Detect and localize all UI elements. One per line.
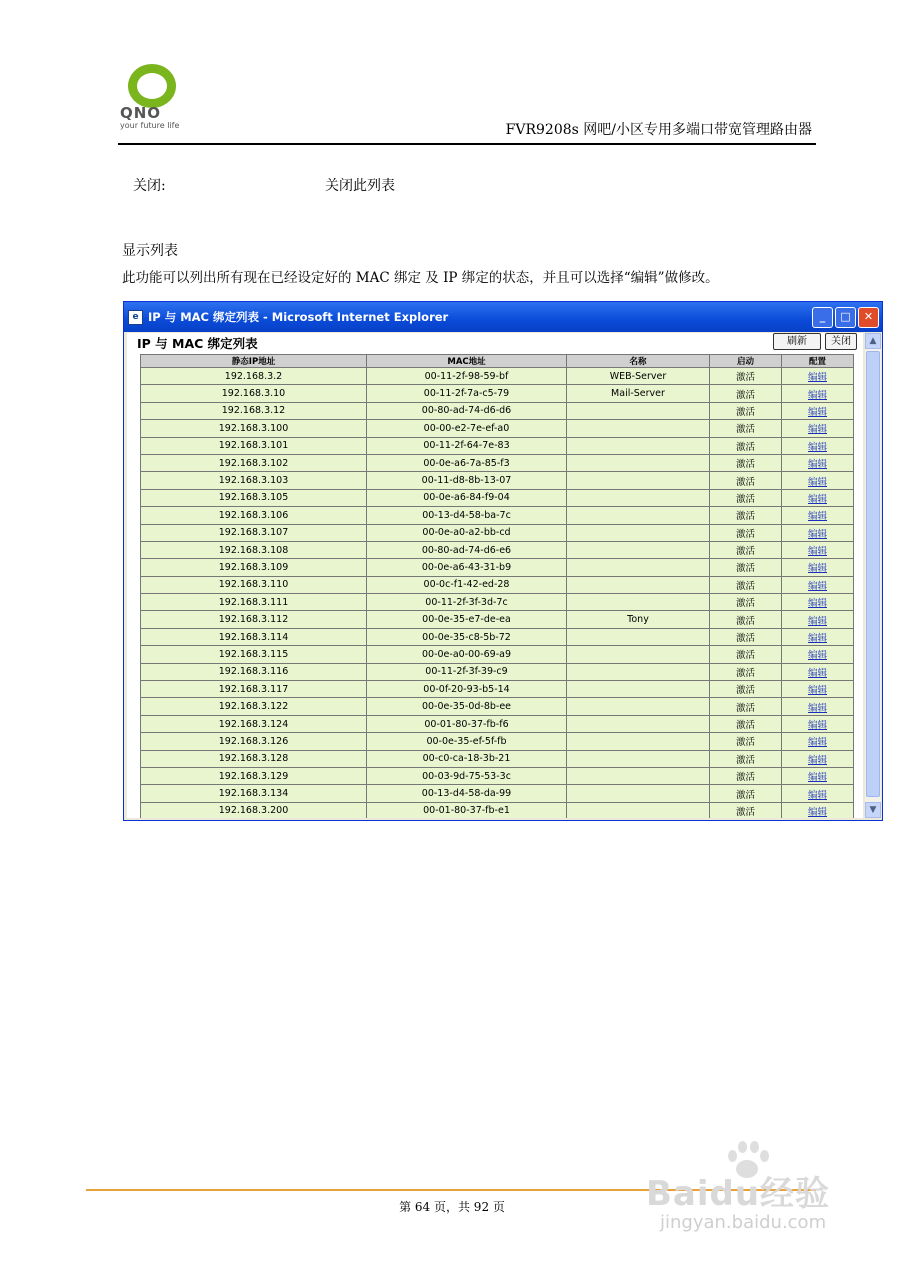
section-description: 此功能可以列出所有现在已经设定好的 MAC 绑定 及 IP 绑定的状态，并且可以选择“编辑”做修改。 [122,270,719,286]
table-row [141,768,853,784]
close-row-value: 关闭此列表 [325,178,395,194]
table-row [141,507,853,523]
edit-link[interactable]: 编辑 [782,368,853,384]
status-cell: 激活 [710,611,781,627]
mac-cell: 00-03-9d-75-53-3c [367,768,566,784]
ip-cell: 192.168.3.106 [141,507,366,523]
table-row [141,455,853,471]
mac-cell: 00-11-2f-3f-3d-7c [367,594,566,610]
name-cell [567,768,709,784]
status-cell: 激活 [710,368,781,384]
page-number: 第 64 页，共 92 页 [399,1200,505,1214]
name-cell [567,733,709,749]
table-row [141,559,853,575]
logo-mark-icon [128,64,176,108]
close-list-button[interactable]: 关闭 [825,333,857,350]
minimize-button[interactable]: _ [812,307,833,328]
name-cell [567,629,709,645]
edit-link[interactable]: 编辑 [782,559,853,575]
header-divider [118,143,816,145]
ip-cell: 192.168.3.116 [141,664,366,680]
scroll-up-arrow-icon[interactable]: ▲ [865,333,881,349]
ie-app-icon: e [128,310,143,325]
status-cell: 激活 [710,716,781,732]
name-cell [567,403,709,419]
binding-table [140,354,854,818]
table-row [141,646,853,662]
mac-cell: 00-80-ad-74-d6-d6 [367,403,566,419]
table-row [141,594,853,610]
table-row [141,681,853,697]
ip-cell: 192.168.3.102 [141,455,366,471]
column-header: MAC地址 [367,355,566,367]
edit-link[interactable]: 编辑 [782,577,853,593]
status-cell: 激活 [710,768,781,784]
scroll-thumb[interactable] [866,351,880,797]
table-row [141,785,853,801]
mac-cell: 00-0e-a6-7a-85-f3 [367,455,566,471]
mac-cell: 00-0e-35-0d-8b-ee [367,698,566,714]
name-cell [567,698,709,714]
window-controls [812,307,879,328]
name-cell [567,490,709,506]
ip-cell: 192.168.3.200 [141,803,366,818]
ip-cell: 192.168.3.126 [141,733,366,749]
name-cell [567,455,709,471]
column-header: 名称 [567,355,709,367]
edit-link[interactable]: 编辑 [782,611,853,627]
edit-link[interactable]: 编辑 [782,542,853,558]
name-cell [567,751,709,767]
name-cell: Mail-Server [567,385,709,401]
table-row [141,420,853,436]
edit-link[interactable]: 编辑 [782,698,853,714]
table-row [141,716,853,732]
ip-cell: 192.168.3.128 [141,751,366,767]
status-cell: 激活 [710,385,781,401]
mac-cell: 00-0c-f1-42-ed-28 [367,577,566,593]
mac-cell: 00-0e-a0-00-69-a9 [367,646,566,662]
mac-cell: 00-0e-a6-84-f9-04 [367,490,566,506]
table-row [141,803,853,818]
ip-cell: 192.168.3.115 [141,646,366,662]
edit-link[interactable]: 编辑 [782,438,853,454]
table-row [141,542,853,558]
table-row [141,368,853,384]
ip-cell: 192.168.3.109 [141,559,366,575]
edit-link[interactable]: 编辑 [782,785,853,801]
column-header: 静态IP地址 [141,355,366,367]
name-cell: Tony [567,611,709,627]
window-close-button[interactable]: ✕ [858,307,879,328]
name-cell [567,577,709,593]
status-cell: 激活 [710,698,781,714]
maximize-button[interactable]: □ [835,307,856,328]
qno-logo [118,64,188,132]
status-cell: 激活 [710,664,781,680]
status-cell: 激活 [710,681,781,697]
table-row [141,733,853,749]
status-cell: 激活 [710,490,781,506]
ip-cell: 192.168.3.117 [141,681,366,697]
mac-cell: 00-c0-ca-18-3b-21 [367,751,566,767]
name-cell [567,472,709,488]
ip-cell: 192.168.3.110 [141,577,366,593]
status-cell: 激活 [710,559,781,575]
mac-cell: 00-11-2f-64-7e-83 [367,438,566,454]
table-row [141,751,853,767]
edit-link[interactable]: 编辑 [782,803,853,818]
mac-cell: 00-01-80-37-fb-f6 [367,716,566,732]
status-cell: 激活 [710,455,781,471]
edit-link[interactable]: 编辑 [782,646,853,662]
name-cell [567,785,709,801]
mac-cell: 00-0e-35-ef-5f-fb [367,733,566,749]
mac-cell: 00-80-ad-74-d6-e6 [367,542,566,558]
ie-window [123,301,883,821]
status-cell: 激活 [710,472,781,488]
table-row [141,611,853,627]
page-title: IP 与 MAC 绑定列表 [137,336,258,351]
name-cell [567,681,709,697]
mac-cell: 00-11-2f-3f-39-c9 [367,664,566,680]
name-cell [567,594,709,610]
close-row-label: 关闭: [133,178,166,194]
window-titlebar[interactable] [124,302,882,332]
ip-cell: 192.168.3.111 [141,594,366,610]
name-cell: WEB-Server [567,368,709,384]
ip-cell: 192.168.3.134 [141,785,366,801]
edit-link[interactable]: 编辑 [782,472,853,488]
mac-cell: 00-01-80-37-fb-e1 [367,803,566,818]
status-cell: 激活 [710,785,781,801]
edit-link[interactable]: 编辑 [782,733,853,749]
status-cell: 激活 [710,733,781,749]
mac-cell: 00-11-d8-8b-13-07 [367,472,566,488]
refresh-button[interactable]: 刷新 [773,333,821,350]
edit-link[interactable]: 编辑 [782,507,853,523]
edit-link[interactable]: 编辑 [782,751,853,767]
name-cell [567,664,709,680]
edit-link[interactable]: 编辑 [782,525,853,541]
ip-cell: 192.168.3.101 [141,438,366,454]
status-cell: 激活 [710,507,781,523]
edit-link[interactable]: 编辑 [782,664,853,680]
status-cell: 激活 [710,629,781,645]
table-header-row [141,355,853,367]
table-row [141,577,853,593]
mac-cell: 00-11-2f-98-59-bf [367,368,566,384]
edit-link[interactable]: 编辑 [782,681,853,697]
window-title: IP 与 MAC 绑定列表 - Microsoft Internet Explorer [148,310,449,324]
ip-cell: 192.168.3.107 [141,525,366,541]
status-cell: 激活 [710,420,781,436]
status-cell: 激活 [710,646,781,662]
section-title: 显示列表 [122,243,178,259]
status-cell: 激活 [710,577,781,593]
edit-link[interactable]: 编辑 [782,490,853,506]
column-header: 启动 [710,355,781,367]
status-cell: 激活 [710,403,781,419]
ip-cell: 192.168.3.103 [141,472,366,488]
edit-link[interactable]: 编辑 [782,768,853,784]
table-row [141,698,853,714]
table-row [141,403,853,419]
table-row [141,664,853,680]
mac-cell: 00-11-2f-7a-c5-79 [367,385,566,401]
name-cell [567,542,709,558]
name-cell [567,716,709,732]
mac-cell: 00-0f-20-93-b5-14 [367,681,566,697]
watermark-brand: Baidu经验 [646,1174,831,1214]
ip-cell: 192.168.3.12 [141,403,366,419]
ip-cell: 192.168.3.112 [141,611,366,627]
edit-link[interactable]: 编辑 [782,420,853,436]
ip-cell: 192.168.3.10 [141,385,366,401]
logo-tagline: your future life [120,121,180,130]
name-cell [567,803,709,818]
ip-cell: 192.168.3.114 [141,629,366,645]
edit-link[interactable]: 编辑 [782,385,853,401]
edit-link[interactable]: 编辑 [782,455,853,471]
name-cell [567,438,709,454]
vertical-scrollbar[interactable] [865,333,881,818]
ip-cell: 192.168.3.129 [141,768,366,784]
table-row [141,629,853,645]
name-cell [567,646,709,662]
table-row [141,490,853,506]
document-header-title: FVR9208s 网吧/小区专用多端口带宽管理路由器 [505,122,812,138]
mac-cell: 00-0e-35-c8-5b-72 [367,629,566,645]
mac-cell: 00-00-e2-7e-ef-a0 [367,420,566,436]
page-content [127,333,863,818]
table-row [141,385,853,401]
logo-word: QNO [120,104,162,122]
ip-cell: 192.168.3.122 [141,698,366,714]
column-header: 配置 [782,355,853,367]
edit-link[interactable]: 编辑 [782,629,853,645]
table-row [141,438,853,454]
name-cell [567,420,709,436]
ip-cell: 192.168.3.100 [141,420,366,436]
edit-link[interactable]: 编辑 [782,716,853,732]
name-cell [567,559,709,575]
edit-link[interactable]: 编辑 [782,594,853,610]
name-cell [567,525,709,541]
mac-cell: 00-13-d4-58-da-99 [367,785,566,801]
status-cell: 激活 [710,438,781,454]
status-cell: 激活 [710,525,781,541]
scroll-down-arrow-icon[interactable]: ▼ [865,802,881,818]
mac-cell: 00-13-d4-58-ba-7c [367,507,566,523]
table-row [141,525,853,541]
ip-cell: 192.168.3.105 [141,490,366,506]
status-cell: 激活 [710,542,781,558]
edit-link[interactable]: 编辑 [782,403,853,419]
watermark-url: jingyan.baidu.com [660,1212,827,1233]
ip-cell: 192.168.3.2 [141,368,366,384]
mac-cell: 00-0e-a6-43-31-b9 [367,559,566,575]
ip-cell: 192.168.3.108 [141,542,366,558]
status-cell: 激活 [710,803,781,818]
mac-cell: 00-0e-a0-a2-bb-cd [367,525,566,541]
table-row [141,472,853,488]
status-cell: 激活 [710,594,781,610]
ip-cell: 192.168.3.124 [141,716,366,732]
name-cell [567,507,709,523]
status-cell: 激活 [710,751,781,767]
mac-cell: 00-0e-35-e7-de-ea [367,611,566,627]
